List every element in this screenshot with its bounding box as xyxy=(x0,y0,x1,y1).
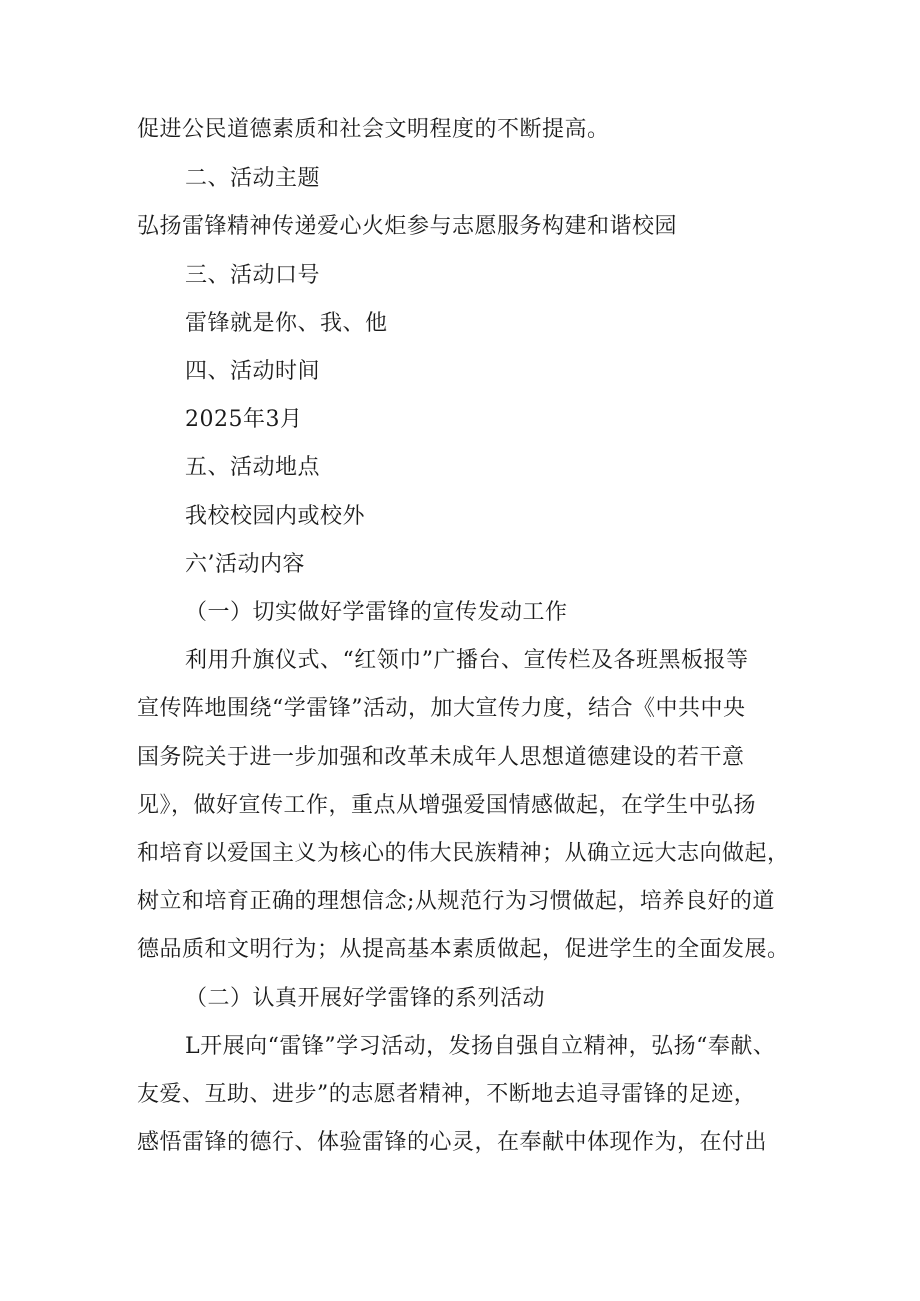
section-heading-theme: 二、活动主题 xyxy=(185,166,321,191)
paragraph-line: 宣传阵地围绕“学雷锋”活动，加大宣传力度，结合《中共中央 xyxy=(137,696,746,721)
section-heading-content: 六’活动内容 xyxy=(185,552,305,577)
paragraph-line: 国务院关于进一步加强和改革未成年人思想道德建设的若干意 xyxy=(137,745,745,770)
paragraph-line: 树立和培育正确的理想信念;从规范行为习惯做起，培养良好的道 xyxy=(137,889,775,914)
subsection-heading-1: （一）切实做好学雷锋的宣传发动工作 xyxy=(185,600,568,625)
time-text: 2025年3月 xyxy=(185,407,303,432)
paragraph-line: 感悟雷锋的德行、体验雷锋的心灵，在奉献中体现作为，在付出 xyxy=(137,1130,768,1155)
paragraph-line: 促进公民道德素质和社会文明程度的不断提高。 xyxy=(137,117,610,142)
paragraph-line: 和培育以爱国主义为核心的伟大民族精神；从确立远大志向做起， xyxy=(137,841,790,866)
paragraph-line: L开展向“雷锋”学习活动，发扬自强自立精神，弘扬“奉献、 xyxy=(185,1034,776,1059)
subsection-heading-2: （二）认真开展好学雷锋的系列活动 xyxy=(185,986,546,1011)
paragraph-line: 友爱、互助、进步”的志愿者精神，不断地去追寻雷锋的足迹， xyxy=(137,1082,757,1107)
section-heading-slogan: 三、活动口号 xyxy=(185,263,321,288)
slogan-text: 雷锋就是你、我、他 xyxy=(185,311,388,336)
paragraph-line: 利用升旗仪式、“红领巾”广播台、宣传栏及各班黑板报等 xyxy=(185,648,749,673)
location-text: 我校校园内或校外 xyxy=(185,504,366,529)
section-heading-location: 五、活动地点 xyxy=(185,455,321,480)
theme-text: 弘扬雷锋精神传递爱心火炬参与志愿服务构建和谐校园 xyxy=(137,214,678,239)
paragraph-line: 见》，做好宣传工作，重点从增强爱国情感做起，在学生中弘扬 xyxy=(137,793,757,818)
paragraph-line: 德品质和文明行为；从提高基本素质做起，促进学生的全面发展。 xyxy=(137,937,790,962)
section-heading-time: 四、活动时间 xyxy=(185,359,321,384)
